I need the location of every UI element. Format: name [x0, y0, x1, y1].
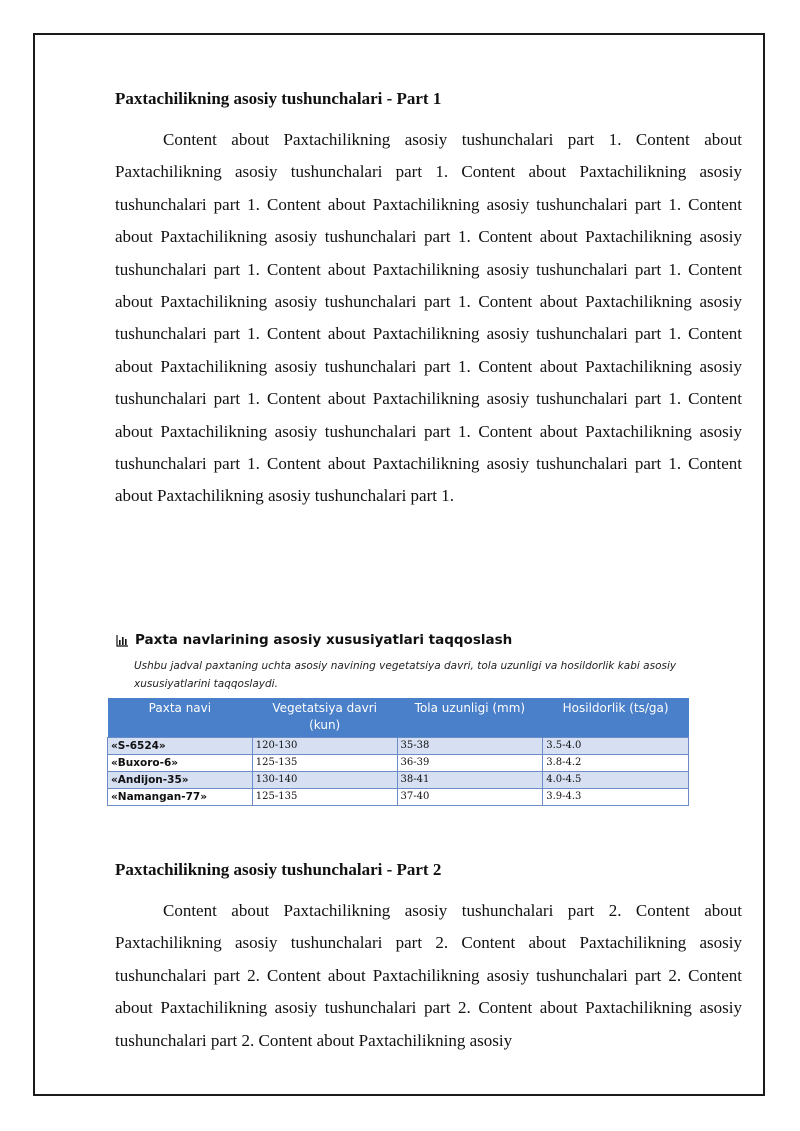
table-cell: «Namangan-77» [108, 789, 253, 806]
table-row [108, 738, 689, 755]
table-cell: «Buxoro-6» [108, 755, 253, 772]
figure-title [116, 629, 689, 651]
column-header: Paxta navi [108, 698, 253, 738]
table-row [108, 755, 689, 772]
table-cell: 3.9-4.3 [543, 789, 689, 806]
comparison-table [107, 698, 689, 806]
table-cell: 125-135 [252, 755, 397, 772]
table-row [108, 772, 689, 789]
table-cell: 120-130 [252, 738, 397, 755]
table-cell: 35-38 [397, 738, 543, 755]
table-header-row [108, 698, 689, 738]
table-cell: «S-6524» [108, 738, 253, 755]
column-header: Vegetatsiya davri (kun) [252, 698, 397, 738]
section-heading: Paxtachilikning asosiy tushunchalari - Part 2 [115, 860, 442, 879]
table-cell: 125-135 [252, 789, 397, 806]
table-cell: 3.8-4.2 [543, 755, 689, 772]
table-cell: 130-140 [252, 772, 397, 789]
figure-caption: Ushbu jadval paxtaning uchta asosiy navining vegetatsiya davri, tola uzunligi va hosildorlik kabi asosiy xususiyatlarini taqqoslaydi. [134, 660, 677, 690]
column-header: Hosildorlik (ts/ga) [543, 698, 689, 738]
table-cell: 4.0-4.5 [543, 772, 689, 789]
section-body: Content about Paxtachilikning asosiy tushunchalari part 2. Content about Paxtachilikning asosiy tushunchalari part 2. Content about Paxtachilikning asosiy tushunchalari part 2. Content about Paxtachilikning asosiy tushunchalari part 2. Content about Paxtachilikning asosiy tushunchalari part 2. Content about Paxtachilikning asosiy tushunchalari part 2. Content about Paxtachilikning asosiy [115, 901, 742, 1050]
table-row [108, 789, 689, 806]
table-cell: 37-40 [397, 789, 543, 806]
table-cell: 36-39 [397, 755, 543, 772]
table-cell: «Andijon-35» [108, 772, 253, 789]
figure-title-text: Paxta navlarining asosiy xususiyatlari taqqoslash [135, 632, 513, 648]
column-header: Tola uzunligi (mm) [397, 698, 543, 738]
table-figure [107, 629, 689, 806]
bar-chart-icon [116, 634, 129, 647]
section-heading: Paxtachilikning asosiy tushunchalari - Part 1 [115, 89, 442, 108]
table-cell: 3.5-4.0 [543, 738, 689, 755]
table-cell: 38-41 [397, 772, 543, 789]
section-body: Content about Paxtachilikning asosiy tushunchalari part 1. Content about Paxtachilikning asosiy tushunchalari part 1. Content about Paxtachilikning asosiy tushunchalari part 1. Content about Paxtachilikning asosiy tushunchalari part 1. Content about Paxtachilikning asosiy tushunchalari part 1. Content about Paxtachilikning asosiy tushunchalari part 1. Content about Paxtachilikning asosiy tushunchalari part 1. Content about Paxtachilikning asosiy tushunchalari part 1. Content about Paxtachilikning asosiy tushunchalari part 1. Content about Paxtachilikning asosiy tushunchalari part 1. Content about Paxtachilikning asosiy tushunchalari part 1. Content about Paxtachilikning asosiy tushunchalari part 1. Content about Paxtachilikning asosiy tushunchalari part 1. Content about Paxtachilikning asosiy tushunchalari part 1. Content about Paxtachilikning asosiy tushunchalari part 1. Content about Paxtachilikning asosiy tushunchalari part 1. Content about Paxtachilikning asosiy tushunchalari part 1. [115, 130, 742, 506]
